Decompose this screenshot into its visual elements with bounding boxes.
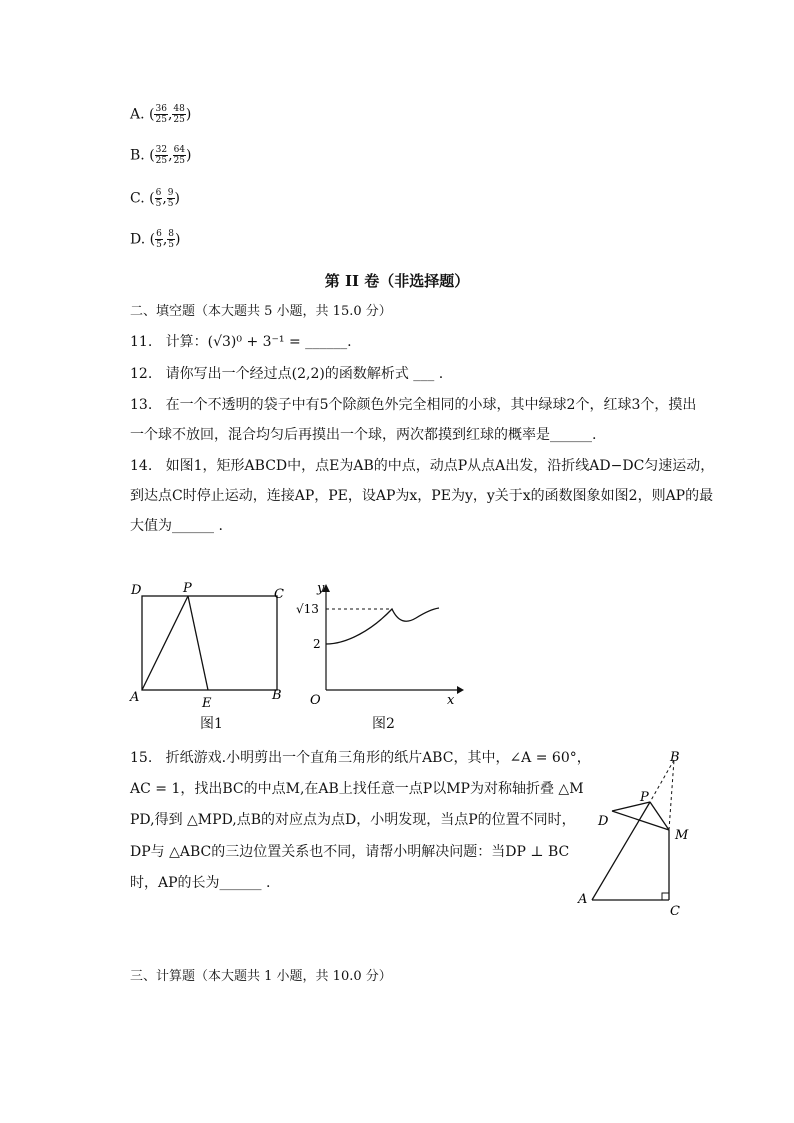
figure-1-caption: 图1 (200, 716, 223, 732)
label-e: E (202, 696, 212, 711)
label-y: y (317, 581, 325, 596)
right-angle-mark (662, 893, 669, 900)
label-x: x (447, 693, 455, 708)
question-11: 11. 计算：(√3)⁰ + 3⁻¹ = ______. (130, 334, 352, 350)
question-13-line2: 一个球不放回，混合均匀后再摸出一个球，两次都摸到红球的概率是______. (130, 427, 597, 443)
question-15-line2: AC = 1，找出BC的中点M,在AB上找任意一点P以MP为对称轴折叠 △M (130, 781, 584, 797)
label-d: D (131, 583, 142, 598)
question-15-line1: 15. 折纸游戏.小明剪出一个直角三角形的纸片ABC，其中，∠A = 60°， (130, 750, 591, 766)
option-a: A. ( $\frac{36}{25}$ , $\frac{48}{25}$ ) (130, 104, 192, 125)
label-a: A (578, 892, 588, 907)
label-d: D (598, 814, 609, 829)
label-2: 2 (313, 637, 321, 651)
option-d: D. ( $\frac{6}{5}$ , $\frac{8}{5}$ ) (130, 229, 181, 250)
figure-1 (125, 578, 295, 718)
rectangle-abcd (142, 596, 277, 690)
segment-dm (612, 811, 669, 830)
part2-heading: 二、填空题（本大题共 5 小题，共 15.0 分） (130, 304, 392, 319)
segment-ap (142, 596, 188, 690)
question-15-line4: DP与 △ABC的三边位置关系也不同，请帮小明解决问题：当DP ⊥ BC (130, 844, 570, 860)
label-o: O (310, 693, 321, 708)
label-p: P (640, 790, 649, 805)
option-b: B. ( $\frac{32}{25}$ , $\frac{64}{25}$ ) (130, 145, 192, 166)
label-c: C (670, 904, 680, 919)
figure-3 (570, 745, 690, 920)
label-b: B (272, 688, 282, 703)
question-13-line1: 13. 在一个不透明的袋子中有5个除颜色外完全相同的小球，其中绿球2个，红球3个，摸出 (130, 397, 697, 413)
label-sqrt13: √13 (296, 602, 319, 616)
label-a: A (130, 690, 140, 705)
label-b: B (670, 750, 680, 765)
figure-2 (292, 578, 467, 710)
function-curve (326, 608, 439, 644)
section-title: 第 II 卷（非选择题） (324, 272, 470, 290)
question-15-line3: PD,得到 △MPD,点B的对应点为点D，小明发现，当点P的位置不同时， (130, 812, 576, 828)
side-bp-dashed (650, 760, 674, 802)
question-14-line2: 到达点C时停止运动，连接AP，PE，设AP为x，PE为y，y关于x的函数图象如图2，则AP的最 (130, 488, 714, 504)
option-c: C. ( $\frac{6}{5}$ , $\frac{9}{5}$ ) (130, 188, 180, 209)
fold-line-pm (650, 802, 669, 830)
label-m: M (675, 828, 689, 843)
question-15-line5: 时，AP的长为______ . (130, 875, 271, 891)
side-bm-dashed (669, 760, 674, 830)
label-p: P (183, 581, 192, 596)
figure-2-caption: 图2 (372, 716, 395, 732)
part3-heading: 三、计算题（本大题共 1 小题，共 10.0 分） (130, 969, 392, 984)
question-12: 12. 请你写出一个经过点(2,2)的函数解析式 ___ . (130, 366, 444, 382)
question-14-line1: 14. 如图1，矩形ABCD中，点E为AB的中点，动点P从点A出发，沿折线AD−DC匀速运动， (130, 458, 715, 474)
label-c: C (274, 587, 284, 602)
segment-pe (188, 596, 208, 690)
question-14-line3: 大值为______ . (130, 518, 223, 534)
x-axis-arrow (457, 686, 464, 694)
